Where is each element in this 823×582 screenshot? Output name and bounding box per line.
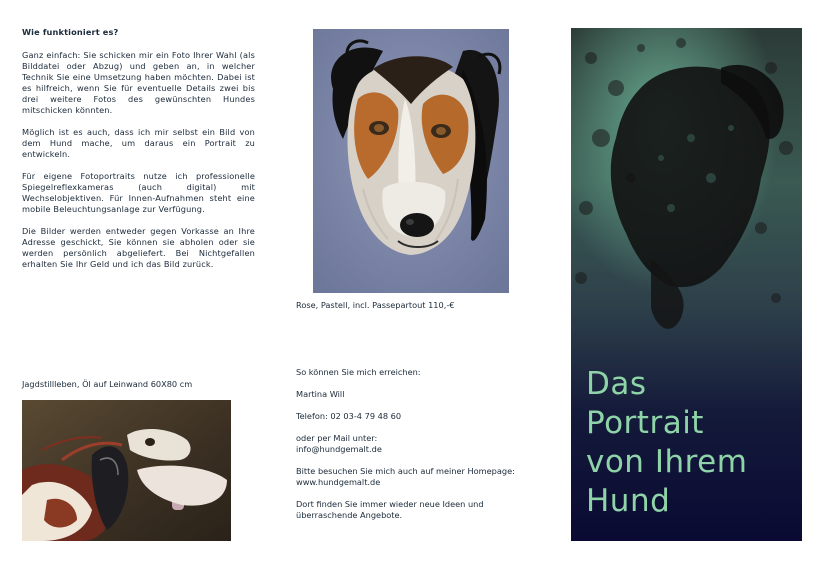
- contact-email-link[interactable]: info@hundgemalt.de: [296, 444, 382, 454]
- contact-section: [296, 367, 526, 532]
- how-it-works-section: [22, 27, 255, 281]
- still-life-painting-image: [22, 400, 231, 541]
- how-paragraph-3: Für eigene Fotoportraits nutze ich professionelle Spiegelreflexkameras (auch digital) mit Wechselobjektiven. Für Innen-Aufnahmen steht eine mobile Beleuchtungsanlage zur Verfügung.: [22, 171, 255, 214]
- contact-closing: Dort finden Sie immer wieder neue Ideen und überraschende Angebote.: [296, 499, 484, 520]
- contact-intro: So können Sie mich erreichen:: [296, 367, 421, 377]
- how-paragraph-1: Ganz einfach: Sie schicken mir ein Foto Ihrer Wahl (als Bilddatei oder Abzug) und geben an, in welcher Technik Sie eine Umsetzung haben möchten. Dabei ist es hilfreich, wenn Sie für eventuelle Details zwei bis drei weitere Fotos des gewünschten Hundes mitschicken könnten.: [22, 50, 255, 115]
- cover-title: Das Portrait von Ihrem Hund: [586, 366, 748, 519]
- how-it-works-heading: Wie funktioniert es?: [22, 27, 119, 37]
- how-paragraph-4: Die Bilder werden entweder gegen Vorkasse an Ihre Adresse geschickt, Sie können sie abholen oder sie werden persönlich abgeliefert. Bei Nichtgefallen erhalten Sie Ihr Geld und ich das Bild zurück.: [22, 226, 255, 269]
- contact-homepage-label: Bitte besuchen Sie mich auch auf meiner Homepage:: [296, 466, 515, 476]
- contact-name: Martina Will: [296, 389, 345, 399]
- dog-portrait-caption: Rose, Pastell, incl. Passepartout 110,-€: [296, 300, 455, 310]
- how-paragraph-2: Möglich ist es auch, dass ich mir selbst ein Bild von dem Hund mache, um daraus ein Portrait zu entwickeln.: [22, 127, 255, 159]
- cover-panel: [571, 28, 802, 541]
- still-life-caption: Jagdstillleben, Öl auf Leinwand 60X80 cm: [22, 379, 193, 389]
- contact-phone: Telefon: 02 03-4 79 48 60: [296, 411, 402, 421]
- contact-mail-label: oder per Mail unter:: [296, 433, 378, 443]
- contact-website-link[interactable]: www.hundgemalt.de: [296, 477, 381, 487]
- dog-pastel-portrait-image: [313, 29, 509, 293]
